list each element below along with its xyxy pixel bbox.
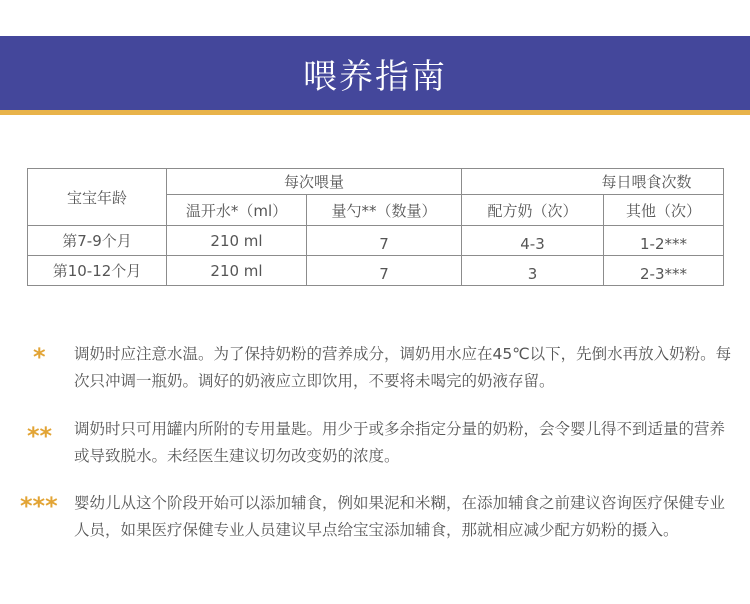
table-row	[28, 226, 724, 256]
scoops-header: 量勺**（数量）	[307, 195, 462, 226]
scoops-cell: 7	[307, 256, 462, 286]
title-banner	[0, 36, 750, 110]
age-cell: 第10-12个月	[28, 256, 167, 286]
feeding-table	[27, 168, 724, 286]
note-text-2: 调奶时只可用罐内所附的专用量匙。用少于或多余指定分量的奶粉，会令婴儿得不到适量的营养或导致脱水。未经医生建议切勿改变奶的浓度。	[74, 420, 726, 465]
page-title: 喂养指南	[303, 56, 447, 97]
star-marker-1: *	[33, 343, 46, 371]
other-cell: 1-2***	[604, 226, 724, 256]
water-cell: 210 ml	[167, 226, 307, 256]
formula-header: 配方奶（次）	[462, 195, 604, 226]
age-cell: 第7-9个月	[28, 226, 167, 256]
star-marker-3: ***	[20, 492, 58, 520]
table-row	[28, 256, 724, 286]
table-header-row	[28, 169, 724, 195]
star-marker-2: **	[27, 422, 53, 450]
note-text-1: 调奶时应注意水温。为了保持奶粉的营养成分，调奶用水应在45℃以下，先倒水再放入奶粉。每次只冲调一瓶奶。调好的奶液应立即饮用，不要将未喝完的奶液存留。	[74, 345, 732, 390]
formula-cell: 4-3	[462, 226, 604, 256]
formula-cell: 3	[462, 256, 604, 286]
other-header: 其他（次）	[604, 195, 724, 226]
water-cell: 210 ml	[167, 256, 307, 286]
age-header: 宝宝年龄	[28, 169, 167, 226]
other-cell: 2-3***	[604, 256, 724, 286]
scoops-cell: 7	[307, 226, 462, 256]
per-feed-header: 每次喂量	[167, 169, 462, 195]
daily-feeds-header: 每日喂食次数	[462, 169, 724, 195]
banner-stripe	[0, 110, 750, 115]
note-text-3: 婴幼儿从这个阶段开始可以添加辅食，例如果泥和米糊，在添加辅食之前建议咨询医疗保健专业人员，如果医疗保健专业人员建议早点给宝宝添加辅食，那就相应减少配方奶粉的摄入。	[74, 494, 726, 539]
water-header: 温开水*（ml）	[167, 195, 307, 226]
